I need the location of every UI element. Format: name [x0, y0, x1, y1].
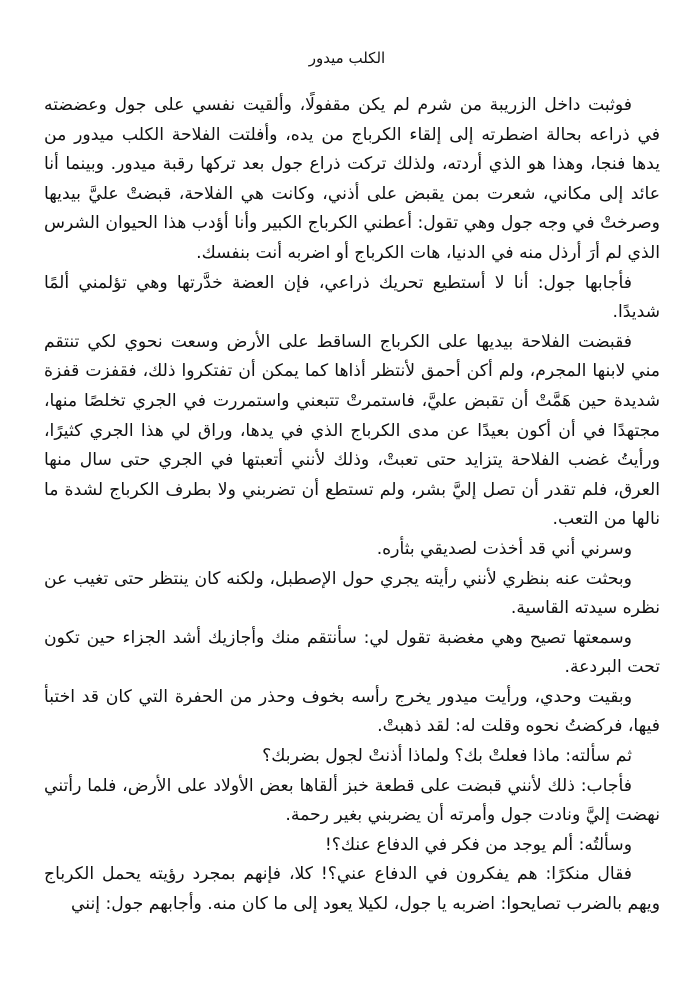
paragraph: فقال منكرًا: هم يفكرون في الدفاع عني؟! كلا، فإنهم بمجرد رؤيته يحمل الكرباج ويهم بالضرب تصايحوا: اضربه يا جول، لكيلا يعود إلى ما كان منه. وأجابهم جول: إنني — [44, 864, 660, 915]
paragraph: وسمعتها تصيح وهي مغضبة تقول لي: سأنتقم منك وأجازيك أشد الجزاء حين تكون تحت البردعة. — [44, 627, 660, 678]
paragraph: فأجابها جول: أنا لا أستطيع تحريك ذراعي، فإن العضة خدَّرتها وهي تؤلمني ألمًا شديدًا. — [44, 272, 660, 323]
running-header-title: الكلب ميدور — [308, 49, 386, 67]
page-body — [44, 91, 660, 920]
paragraph: فقبضت الفلاحة بيديها على الكرباج الساقط على الأرض وسعت نحوي لكي تنتقم مني لابنها المجرم، ولم أكن أحمق لأنتظر أذاها كما يمكن أن تفتكروا ذلك، فقفزت قفزة شديدة حين هَمَّتْ أن تقبض عليَّ، فاستمرتْ تتبعني واستمررت في الجري تخلصًا منها، مجتهدًا في أن أكون بعيدًا عن مدى الكرباج الذي في يدها، وراق لي هذا الجري كثيرًا، ورأيتُ غضب الفلاحة يتزايد حتى تعبتْ، وذلك لأنني أتعبتها في الجري حتى سال منها العرق، فلم تقدر أن تصل إليَّ بشر، ولم تستطع أن تضربني ولا بطرف الكرباج لشدة ما نالها من التعب. — [44, 331, 660, 530]
paragraph: وسألتُه: ألم يوجد من فكر في الدفاع عنك؟! — [324, 834, 632, 855]
paragraph: وبحثت عنه بنظري لأنني رأيته يجري حول الإصطبل، ولكنه كان ينتظر حتى تغيب عن نظره سيدته القاسية. — [44, 568, 660, 619]
paragraph: ثم سألته: ماذا فعلتْ بك؟ ولماذا أذنتْ لجول بضربك؟ — [262, 746, 632, 767]
paragraph: وبقيت وحدي، ورأيت ميدور يخرج رأسه بخوف وحذر من الحفرة التي كان قد اختبأ فيها، فركضتُ نحوه وقلت له: لقد ذهبتْ. — [44, 686, 660, 737]
paragraph: فأجاب: ذلك لأنني قبضت على قطعة خبز ألقاها بعض الأولاد على الأرض، فلما رأتني نهضت إليَّ ونادت جول وأمرته أن يضربني بغير رحمة. — [44, 775, 660, 826]
paragraph: فوثبت داخل الزريبة من شرم لم يكن مقفولًا، وألقيت نفسي على جول وعضضته في ذراعه بحالة اضطرته إلى إلقاء الكرباج من يده، وأفلتت الفلاحة الكلب ميدور من يدها فنجا، وهذا هو الذي أردته، ولذلك تركت ذراع جول بعد تركها رقبة ميدور. وبينما أنا عائد إلى مكاني، شعرت بمن يقبض على أذني، وكانت هي الفلاحة، قبضتْ عليَّ بيديها وصرختْ في وجه جول وهي تقول: أعطني الكرباج الكبير وأنا أؤدب هذا الحيوان الشرس الذي لم أرَ أرذل منه في الدنيا، هات الكرباج أو اضربه أنت بنفسك. — [44, 95, 660, 263]
paragraph: وسرني أني قد أخذت لصديقي بثأره. — [376, 538, 632, 559]
